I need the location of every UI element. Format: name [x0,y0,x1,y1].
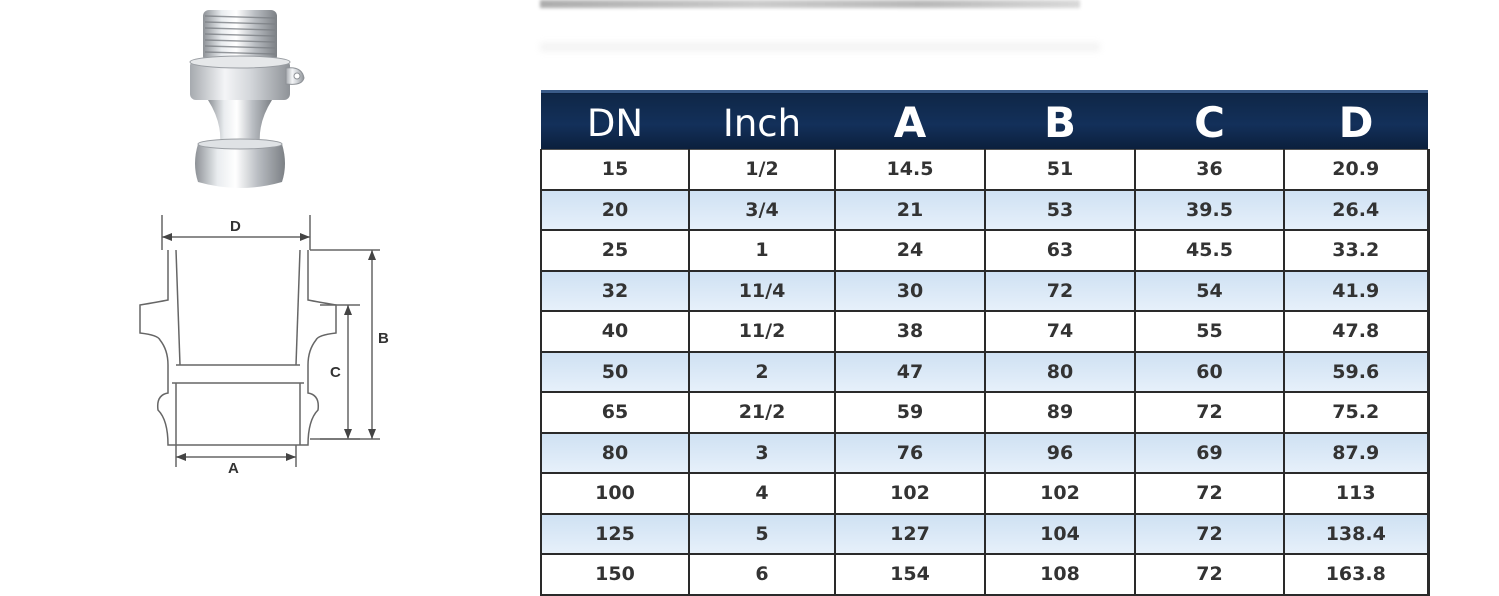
cell-a: 127 [835,514,985,555]
cell-a: 59 [835,392,985,433]
table-row [541,554,1428,595]
cell-c: 72 [1135,473,1284,514]
cell-c: 60 [1135,352,1284,393]
cell-c: 54 [1135,271,1284,312]
label-a: A [228,460,239,477]
cell-d: 75.2 [1284,392,1428,433]
cell-inch: 11/4 [689,271,835,312]
camlock-fitting-photo [178,4,318,194]
cell-d: 59.6 [1284,352,1428,393]
table-row [541,433,1428,474]
cell-dn: 40 [541,311,689,352]
table-row [541,311,1428,352]
cell-inch: 3/4 [689,190,835,231]
cell-a: 154 [835,554,985,595]
cell-inch: 5 [689,514,835,555]
cell-dn: 150 [541,554,689,595]
cell-dn: 32 [541,271,689,312]
dimension-drawing [120,205,410,495]
header-dn: DN [541,92,689,150]
cell-c: 69 [1135,433,1284,474]
cell-c: 36 [1135,150,1284,190]
cell-b: 72 [985,271,1135,312]
cell-dn: 25 [541,230,689,271]
cell-b: 89 [985,392,1135,433]
cell-a: 21 [835,190,985,231]
header-a: A [835,92,985,150]
cell-c: 72 [1135,514,1284,555]
cell-a: 102 [835,473,985,514]
table-row [541,392,1428,433]
cell-d: 20.9 [1284,150,1428,190]
header-d: D [1284,92,1428,150]
cell-dn: 100 [541,473,689,514]
label-b: B [378,330,389,347]
cell-inch: 1/2 [689,150,835,190]
label-c: C [330,364,341,381]
cell-d: 163.8 [1284,554,1428,595]
cell-inch: 1 [689,230,835,271]
header-inch: Inch [689,92,835,150]
cell-inch: 4 [689,473,835,514]
cell-dn: 15 [541,150,689,190]
cell-b: 74 [985,311,1135,352]
cell-b: 63 [985,230,1135,271]
blurred-subtitle [540,42,1100,52]
table-row [541,150,1428,190]
cell-dn: 20 [541,190,689,231]
cell-d: 138.4 [1284,514,1428,555]
cell-c: 45.5 [1135,230,1284,271]
cell-b: 104 [985,514,1135,555]
cell-dn: 80 [541,433,689,474]
cell-b: 102 [985,473,1135,514]
cell-d: 41.9 [1284,271,1428,312]
cell-a: 30 [835,271,985,312]
blurred-title [540,0,1080,8]
cell-inch: 6 [689,554,835,595]
cell-c: 72 [1135,554,1284,595]
cell-d: 33.2 [1284,230,1428,271]
cell-d: 113 [1284,473,1428,514]
label-d: D [230,218,241,235]
cell-inch: 3 [689,433,835,474]
cell-c: 39.5 [1135,190,1284,231]
cell-c: 72 [1135,392,1284,433]
cell-b: 108 [985,554,1135,595]
cell-d: 87.9 [1284,433,1428,474]
table-row [541,473,1428,514]
cell-a: 76 [835,433,985,474]
cell-a: 14.5 [835,150,985,190]
cell-c: 55 [1135,311,1284,352]
cell-a: 47 [835,352,985,393]
cell-dn: 65 [541,392,689,433]
table-header-row [541,92,1428,150]
table-row [541,271,1428,312]
table-row [541,190,1428,231]
cell-b: 53 [985,190,1135,231]
cell-d: 47.8 [1284,311,1428,352]
cell-inch: 11/2 [689,311,835,352]
header-b: B [985,92,1135,150]
cell-dn: 125 [541,514,689,555]
cell-b: 51 [985,150,1135,190]
cell-a: 24 [835,230,985,271]
cell-inch: 21/2 [689,392,835,433]
cell-d: 26.4 [1284,190,1428,231]
cell-b: 96 [985,433,1135,474]
cell-a: 38 [835,311,985,352]
table-row [541,514,1428,555]
dimension-table [540,90,1430,596]
header-c: C [1135,92,1284,150]
table-row [541,230,1428,271]
cell-dn: 50 [541,352,689,393]
table-row [541,352,1428,393]
cell-inch: 2 [689,352,835,393]
cell-b: 80 [985,352,1135,393]
